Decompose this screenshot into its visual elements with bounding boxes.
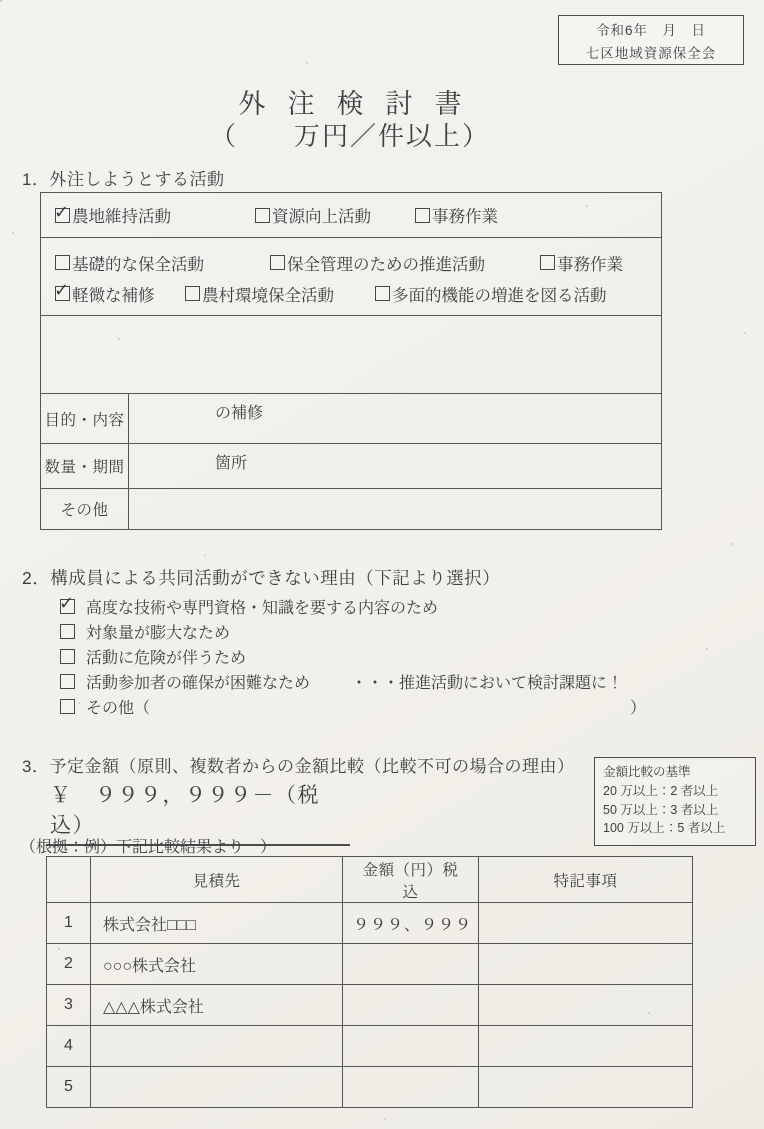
checkbox-item-shigen-kojo: [255, 203, 415, 227]
detail-label: 目的・内容: [41, 394, 129, 443]
cell-vendor: △△△株式会社: [91, 985, 343, 1026]
checkbox-item-keibi-hoshu: [55, 282, 185, 306]
checkbox-checked-icon: [55, 286, 70, 301]
table-row: [47, 985, 693, 1026]
cell-vendor: [91, 1026, 343, 1067]
cell-amount: [343, 944, 479, 985]
cell-vendor: ○○○株式会社: [91, 944, 343, 985]
activity-selection-box: [40, 192, 662, 530]
header-cell-vendor: 見積先: [91, 857, 343, 903]
cell-note: [479, 1067, 693, 1108]
cell-no: 5: [47, 1067, 91, 1108]
cell-no: 3: [47, 985, 91, 1026]
checkbox-icon: [55, 255, 70, 270]
detail-label: 数量・期間: [41, 444, 129, 488]
checkbox-icon: [60, 649, 75, 664]
cell-amount: [343, 1067, 479, 1108]
criteria-line: 100 万以上：5 者以上: [603, 821, 726, 836]
section3-heading: 3．予定金額（原則、複数者からの金額比較（比較不可の場合の理由）: [22, 757, 575, 776]
checkbox-label: 農地維持活動: [72, 208, 171, 226]
checkbox-label: 多面的機能の増進を図る活動: [392, 286, 607, 305]
planned-amount: ￥ ９９９，９９９－（税込）: [46, 779, 350, 846]
rationale-line: （根拠：例）下記比較結果より ）: [20, 839, 277, 856]
detail-label: その他: [41, 489, 129, 529]
cell-vendor: 株式会社□□□: [91, 903, 343, 944]
secondary-line-1: [55, 247, 661, 278]
cell-vendor: [91, 1067, 343, 1108]
checkbox-icon: [60, 624, 75, 639]
checkbox-icon: [270, 255, 285, 270]
reason-item-other: [60, 694, 646, 719]
checkbox-icon: [415, 208, 430, 223]
checkbox-item-kisoteki-hozen: [55, 251, 270, 275]
checkbox-icon: [255, 208, 270, 223]
detail-value-other: [129, 489, 661, 529]
checkbox-label: 軽微な補修: [72, 286, 155, 305]
cell-note: [479, 944, 693, 985]
date-org-stamp-box: [558, 15, 744, 65]
detail-value-purpose: の補修: [215, 405, 264, 422]
criteria-title: 金額比較の基準: [603, 765, 691, 779]
checkbox-item-jimu-sagyo-2: [540, 251, 623, 275]
header-cell-no: [47, 857, 91, 903]
criteria-line: 50 万以上：3 者以上: [603, 802, 719, 817]
checkbox-item-jimu-sagyo: [415, 203, 498, 227]
cell-note: [479, 985, 693, 1026]
reason-item-danger: [60, 644, 646, 669]
section2-heading: 2．構成員による共同活動ができない理由（下記より選択）: [22, 568, 501, 588]
section1-heading: 1．外注しようとする活動: [22, 170, 225, 189]
criteria-line: 20 万以上：2 者以上: [603, 783, 719, 798]
reason-label: その他（: [86, 700, 151, 717]
checkbox-label: 事務作業: [432, 208, 498, 226]
checkbox-icon: [60, 674, 75, 689]
header-cell-amount-text: 金額（円）税込: [362, 861, 459, 901]
activity-blank-cell: [41, 316, 661, 394]
detail-value-quantity: 箇所: [215, 455, 248, 472]
reason-item-volume: [60, 619, 646, 644]
header-cell-amount: [343, 857, 479, 903]
checkbox-label: 農村環境保全活動: [202, 286, 334, 305]
checkbox-icon: [185, 286, 200, 301]
checkbox-item-noson-kankyo-hozen: [185, 282, 375, 306]
date-line: 令和6年 月 日: [595, 22, 706, 38]
table-row: [47, 1067, 693, 1108]
checkbox-icon: [540, 255, 555, 270]
checkbox-label: 資源向上活動: [272, 208, 371, 226]
checkbox-icon: [60, 699, 75, 714]
cell-amount: ９９９、９９９: [343, 903, 479, 944]
checkbox-label: 保全管理のための推進活動: [287, 255, 485, 274]
table-row: [47, 944, 693, 985]
table-header-row: [47, 857, 693, 903]
checkbox-item-tamenteki-kino: [375, 282, 607, 306]
reason-list: [60, 594, 646, 719]
cell-amount: [343, 985, 479, 1026]
secondary-line-2: [55, 278, 661, 309]
header-cell-note: 特記事項: [479, 857, 693, 903]
cell-note: [479, 1026, 693, 1067]
checkbox-checked-icon: [60, 599, 75, 614]
checkbox-label: 基礎的な保全活動: [72, 255, 204, 274]
reason-label: 高度な技術や専門資格・知識を要する内容のため: [86, 600, 439, 617]
reason-label: 対象量が膨大なため: [86, 625, 231, 642]
close-paren: ）: [629, 700, 646, 717]
table-row: [47, 1026, 693, 1067]
checkbox-item-nochi-iji: [55, 203, 255, 227]
checkbox-icon: [375, 286, 390, 301]
secondary-activity-row: [41, 238, 661, 316]
comparison-criteria-box: [594, 757, 756, 846]
detail-row-purpose: [41, 394, 661, 444]
reason-note: ・・・推進活動において検討課題に！: [351, 675, 624, 692]
cell-no: 4: [47, 1026, 91, 1067]
reason-item-skill: [60, 594, 646, 619]
primary-activity-row: [41, 193, 661, 238]
cell-amount: [343, 1026, 479, 1067]
checkbox-item-hozen-kanri-suishin: [270, 251, 540, 275]
reason-item-participants: [60, 669, 646, 694]
detail-row-other: [41, 489, 661, 529]
table-row: [47, 903, 693, 944]
document-subtitle: （ 万円／件以上）: [209, 121, 490, 151]
reason-label: 活動に危険が伴うため: [86, 650, 247, 667]
checkbox-checked-icon: [55, 208, 70, 223]
document-title: 外注検討書: [238, 89, 484, 119]
org-name: 七区地域資源保全会: [585, 45, 717, 61]
quote-comparison-table: [46, 856, 693, 1108]
checkbox-label: 事務作業: [557, 255, 623, 274]
cell-no: 1: [47, 903, 91, 944]
detail-row-quantity: [41, 444, 661, 489]
reason-label: 活動参加者の確保が困難なため: [86, 675, 311, 692]
cell-note: [479, 903, 693, 944]
cell-no: 2: [47, 944, 91, 985]
